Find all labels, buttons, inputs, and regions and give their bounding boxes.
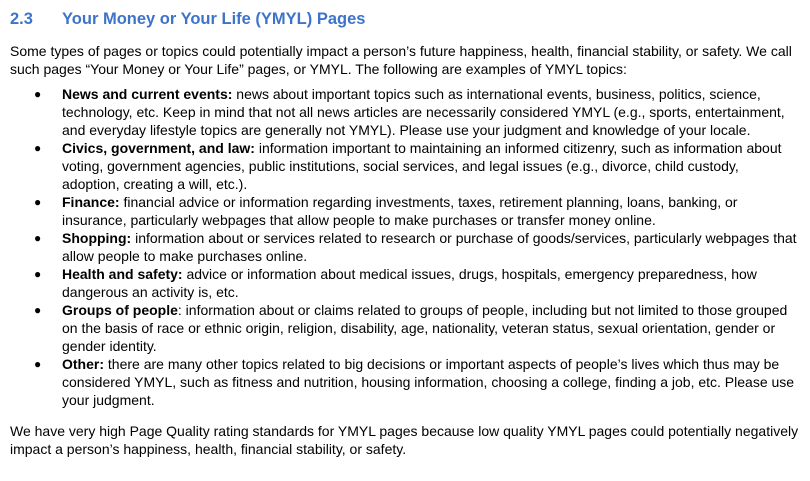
list-item-groups [10,301,800,355]
list-item-shopping [10,229,800,265]
topic-description: there are many other topics related to big decisions or important aspects of people’s lives which thus may be considered YMYL, such as fitness and nutrition, housing information, choosing a college, finding a job, etc. Please use your judgment. [62,356,795,408]
closing-paragraph: We have very high Page Quality rating standards for YMYL pages because low quality YMYL pages could potentially negatively impact a person’s happiness, health, financial stability, or safety. [10,423,799,457]
topic-term: Other: [62,356,104,372]
bullet-icon: ● [34,87,42,101]
topic-term: Shopping: [62,230,132,246]
topic-term: Health and safety: [62,266,183,282]
topic-description: information important to maintaining an informed citizenry, such as information about voting, government agencies, public institutions, social services, and legal issues (e.g., divorce, child custody, adoption, creating a will, etc.). [62,140,782,192]
topic-description: financial advice or information regarding investments, taxes, retirement planning, loans, banking, or insurance, particularly webpages that allow people to make purchases or transfer money online. [62,194,738,228]
section-title: Your Money or Your Life (YMYL) Pages [62,10,366,28]
topic-term: News and current events: [62,86,233,102]
topic-description: news about important topics such as international events, business, politics, science, technology, etc. Keep in mind that not all news articles are necessarily considered YMYL (e.g., sports, entertainment, and everyday lifestyle topics are generally not YMYL). Please use your judgment and knowledge of your locale. [62,86,785,138]
list-item-finance [10,193,800,229]
topic-term: Groups of people [62,302,178,318]
topic-description: information about or services related to research or purchase of goods/services, particularly webpages that allow people to make purchases online. [62,230,797,264]
intro-paragraph: Some types of pages or topics could potentially impact a person’s future happiness, health, financial stability, or safety. We call such pages “Your Money or Your Life” pages, or YMYL. The following are examples of YMYL topics: [10,43,792,77]
list-item-other [10,355,800,409]
list-item-health [10,265,800,301]
bullet-icon: ● [34,357,42,371]
topic-term: Civics, government, and law: [62,140,255,156]
section-heading [10,8,800,30]
topic-description: : information about or claims related to groups of people, including but not limited to those grouped on the basis of race or ethnic origin, religion, disability, age, nationality, veteran status, sexual orientation, gender or gender identity. [62,302,788,354]
topic-term: Finance: [62,194,120,210]
topic-description: advice or information about medical issues, drugs, hospitals, emergency preparedness, how dangerous an activity is, etc. [62,266,757,300]
bullet-icon: ● [34,267,42,281]
bullet-icon: ● [34,303,42,317]
section-number: 2.3 [10,10,33,28]
bullet-icon: ● [34,231,42,245]
list-item-civics [10,139,800,193]
bullet-icon: ● [34,195,42,209]
bullet-icon: ● [34,141,42,155]
ymyl-topic-list [10,85,800,409]
list-item-news [10,85,800,139]
